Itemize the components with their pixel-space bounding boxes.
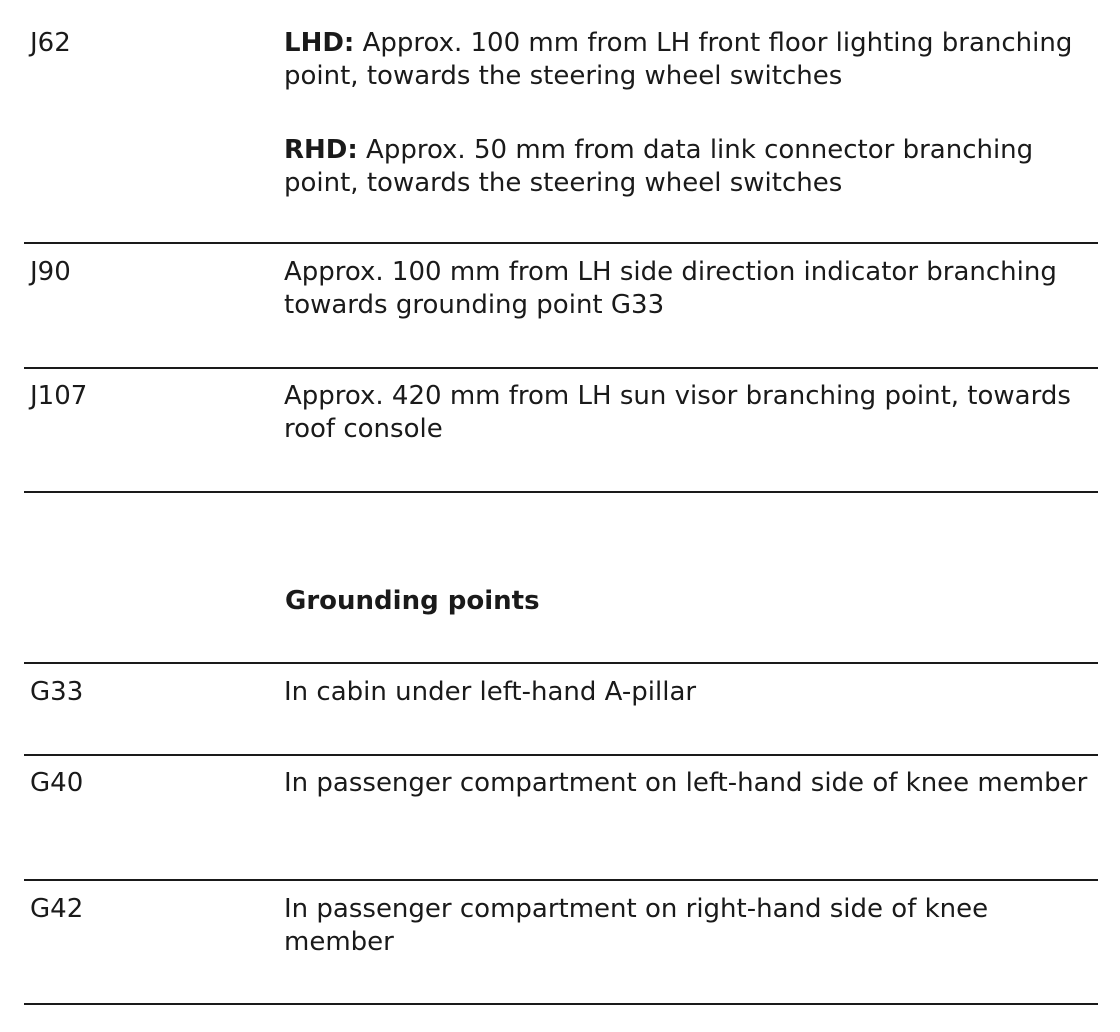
junction-description: Approx. 420 mm from LH sun visor branching point, towards roof console: [284, 381, 1071, 444]
section-heading: Grounding points: [285, 586, 540, 616]
junction-code: J62: [30, 28, 71, 58]
rhd-text: Approx. 50 mm from data link connector branching point, towards the steering wheel switches: [284, 135, 1034, 198]
row-divider: [24, 662, 1098, 664]
lhd-location: [284, 27, 1104, 93]
junction-code: J107: [30, 381, 88, 411]
grounding-code: G40: [30, 768, 84, 798]
junction-description: [284, 27, 1104, 200]
rhd-location: [284, 134, 1104, 200]
rhd-label: RHD:: [284, 135, 358, 165]
lhd-text: Approx. 100 mm from LH front floor lighting branching point, towards the steering wheel switches: [284, 28, 1073, 91]
grounding-description: In passenger compartment on right-hand side of knee member: [284, 894, 989, 957]
lhd-label: LHD:: [284, 28, 355, 58]
row-divider: [24, 491, 1098, 493]
row-divider: [24, 879, 1098, 881]
row-divider: [24, 754, 1098, 756]
grounding-code: G42: [30, 894, 84, 924]
junction-code: J90: [30, 257, 71, 287]
row-divider: [24, 367, 1098, 369]
row-divider: [24, 1003, 1098, 1005]
junction-description: Approx. 100 mm from LH side direction indicator branching towards grounding point G33: [284, 257, 1057, 320]
grounding-code: G33: [30, 677, 84, 707]
row-divider: [24, 242, 1098, 244]
grounding-description: In passenger compartment on left-hand side of knee member: [284, 768, 1088, 798]
grounding-description: In cabin under left-hand A-pillar: [284, 677, 697, 707]
